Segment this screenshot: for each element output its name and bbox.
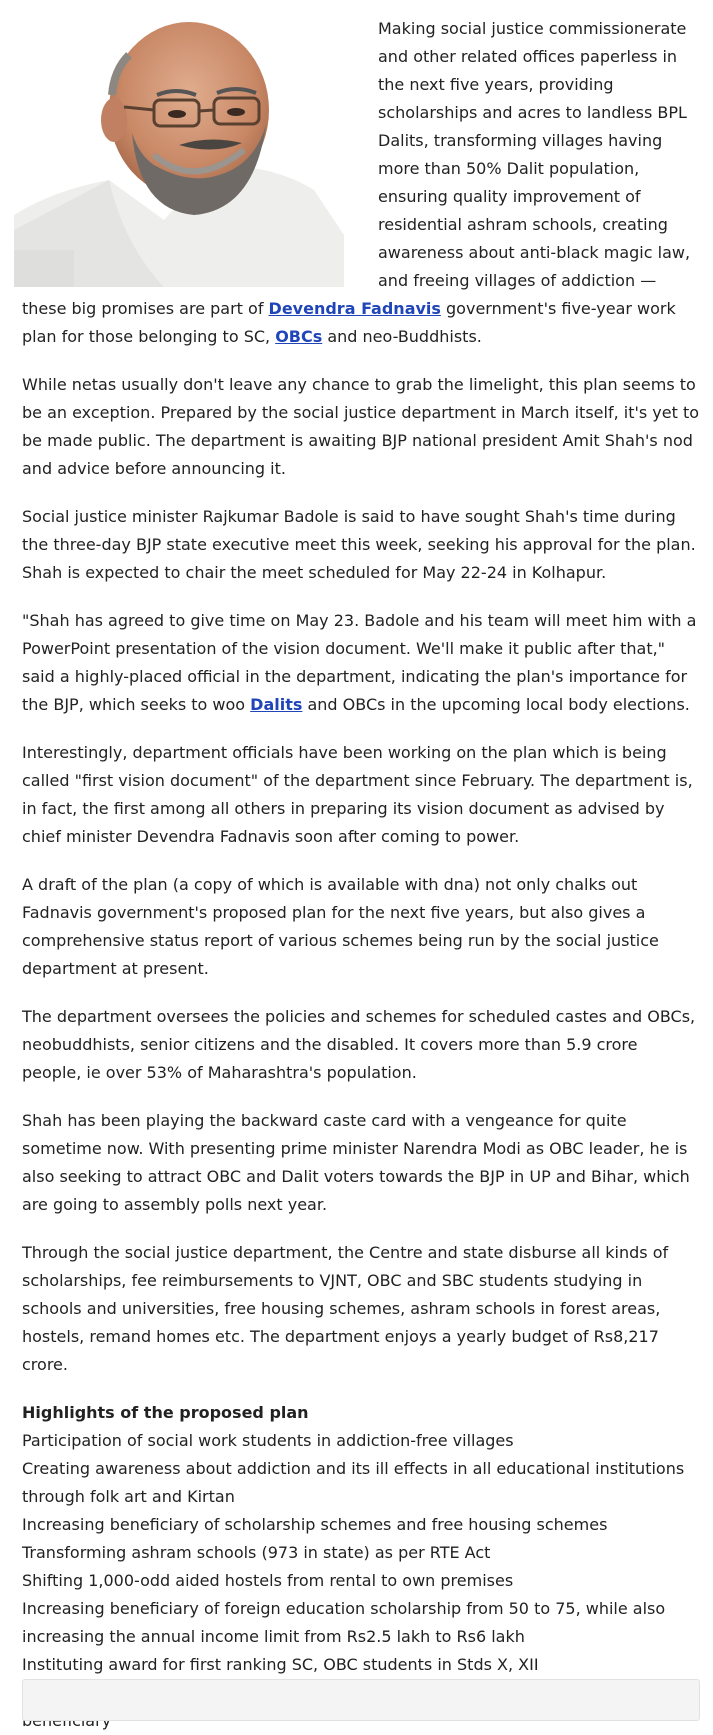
intro-paragraph: Making social justice commissionerate and other related offices paperless in the next five years, providing scholarships and acres to landless BPL Dalits, transforming villages having more than 50% Dalit population, ensuring quality improvement of residential ashram schools, creating awareness about anti-black magic law, and freeing villages of addiction — these big promises are part of Devendra Fadnavis government's five-year work plan for those belonging to SC, OBCs and neo-Buddhists. xyxy=(22,19,691,346)
highlight-item: Participation of social work students in addiction-free villages xyxy=(22,1431,514,1450)
highlight-item: Increasing beneficiary of foreign education scholarship from 50 to 75, while also increasing the annual income limit from Rs2.5 lakh to Rs6 lakh xyxy=(22,1599,666,1646)
paragraph-5: Interestingly, department officials have been working on the plan which is being called "first vision document" of the department since February. The department is, in fact, the first among all others in preparing its vision document as advised by chief minister Devendra Fadnavis soon after coming to power. xyxy=(22,743,693,846)
highlight-item: Increasing beneficiary of scholarship schemes and free housing schemes xyxy=(22,1515,608,1534)
bottom-panel xyxy=(22,1679,700,1721)
paragraph-2: While netas usually don't leave any chance to grab the limelight, this plan seems to be an exception. Prepared by the social justice department in March itself, it's yet to be made public. The department is awaiting BJP national president Amit Shah's nod and advice before announcing it. xyxy=(22,375,700,478)
article-body xyxy=(22,15,700,1735)
highlights-title: Highlights of the proposed plan xyxy=(22,1403,309,1422)
link-dalits[interactable]: Dalits xyxy=(250,695,303,714)
paragraph-3: Social justice minister Rajkumar Badole is said to have sought Shah's time during the three-day BJP state executive meet this week, seeking his approval for the plan. Shah is expected to chair the meet scheduled for May 22-24 in Kolhapur. xyxy=(22,507,696,582)
highlight-item: Transforming ashram schools (973 in state) as per RTE Act xyxy=(22,1543,491,1562)
paragraph-4: "Shah has agreed to give time on May 23. Badole and his team will meet him with a PowerPoint presentation of the vision document. We'll make it public after that," said a highly-placed official in the department, indicating the plan's importance for the BJP, which seeks to woo Dalits and OBCs in the upcoming local body elections. xyxy=(22,611,697,714)
highlight-item: Creating awareness about addiction and its ill effects in all educational institutions through folk art and Kirtan xyxy=(22,1459,685,1506)
article-photo xyxy=(14,15,356,287)
highlight-item: Instituting award for first ranking SC, OBC students in Stds X, XII xyxy=(22,1655,539,1674)
paragraph-9: Through the social justice department, the Centre and state disburse all kinds of scholarships, fee reimbursements to VJNT, OBC and SBC students studying in schools and universities, free housing schemes, ashram schools in forest areas, hostels, remand homes etc. The department enjoys a yearly budget of Rs8,217 crore. xyxy=(22,1243,669,1374)
portrait-image xyxy=(14,15,356,287)
highlight-item: Shifting 1,000-odd aided hostels from rental to own premises xyxy=(22,1571,514,1590)
link-devendra-fadnavis[interactable]: Devendra Fadnavis xyxy=(268,299,441,318)
paragraph-8: Shah has been playing the backward caste card with a vengeance for quite sometime now. With presenting prime minister Narendra Modi as OBC leader, he is also seeking to attract OBC and Dalit voters towards the BJP in UP and Bihar, which are going to assembly polls next year. xyxy=(22,1111,690,1214)
paragraph-7: The department oversees the policies and schemes for scheduled castes and OBCs, neobuddhists, senior citizens and the disabled. It covers more than 5.9 crore people, ie over 53% of Maharashtra's population. xyxy=(22,1007,696,1082)
link-obcs[interactable]: OBCs xyxy=(275,327,323,346)
paragraph-6: A draft of the plan (a copy of which is available with dna) not only chalks out Fadnavis government's proposed plan for the next five years, but also gives a comprehensive status report of various schemes being run by the social justice department at present. xyxy=(22,875,659,978)
